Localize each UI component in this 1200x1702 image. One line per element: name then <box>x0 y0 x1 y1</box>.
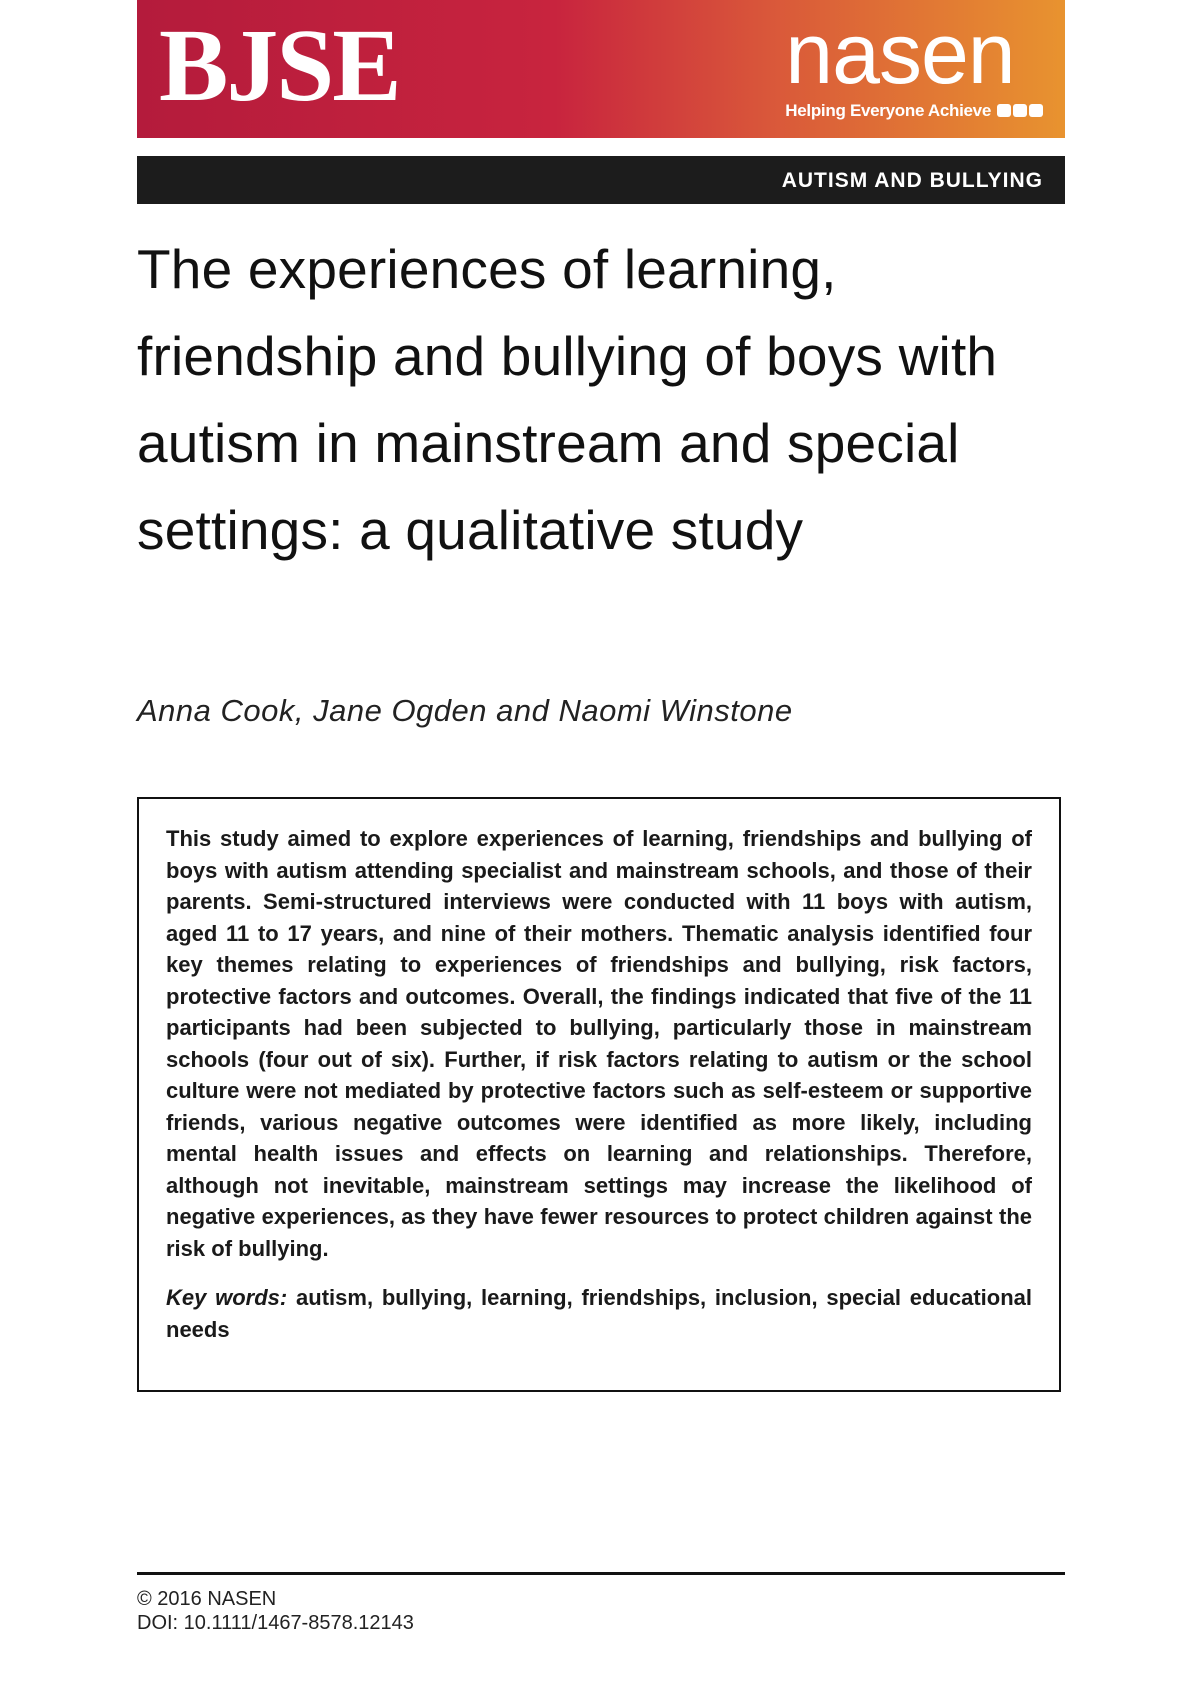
article-authors: Anna Cook, Jane Ogden and Naomi Winstone <box>137 693 793 728</box>
publisher-name: nasen <box>785 6 1015 102</box>
journal-logo: BJSE <box>159 8 400 123</box>
keywords-list: autism, bullying, learning, friendships, inclusion, special educational needs <box>166 1285 1032 1342</box>
abstract-box <box>137 797 1061 1392</box>
tagline-dots-icon <box>995 101 1043 123</box>
keywords <box>166 1282 1032 1345</box>
section-label: AUTISM AND BULLYING <box>781 169 1043 192</box>
keywords-label: Key words: <box>166 1285 288 1310</box>
doi: DOI: 10.1111/1467-8578.12143 <box>137 1612 414 1634</box>
article-title: The experiences of learning, friendship and bullying of boys with autism in mainstream and special settings: a qualitative study <box>137 238 998 561</box>
publisher-tagline: Helping Everyone Achieve <box>785 101 991 120</box>
copyright-notice: © 2016 NASEN <box>137 1588 277 1610</box>
section-bar <box>137 156 1065 204</box>
journal-banner <box>137 0 1065 138</box>
footer <box>137 1587 414 1635</box>
publisher-logo <box>785 6 1043 123</box>
footer-divider <box>137 1572 1065 1575</box>
publisher-tagline-row <box>785 100 1043 123</box>
abstract-text: This study aimed to explore experiences of learning, friendships and bullying of boys with autism attending specialist and mainstream schools, and those of their parents. Semi-structured interviews were conducted with 11 boys with autism, aged 11 to 17 years, and nine of their mothers. Thematic analysis identified four key themes relating to experiences of friendships and bullying, risk factors, protective factors and outcomes. Overall, the findings indicated that five of the 11 participants had been subjected to bullying, particularly those in mainstream schools (four out of six). Further, if risk factors relating to autism or the school culture were not mediated by protective factors such as self-esteem or supportive friends, various negative outcomes were identified as more likely, including mental health issues and effects on learning and relationships. Therefore, although not inevitable, mainstream settings may increase the likelihood of negative experiences, as they have fewer resources to protect children against the risk of bullying. <box>166 826 1032 1261</box>
